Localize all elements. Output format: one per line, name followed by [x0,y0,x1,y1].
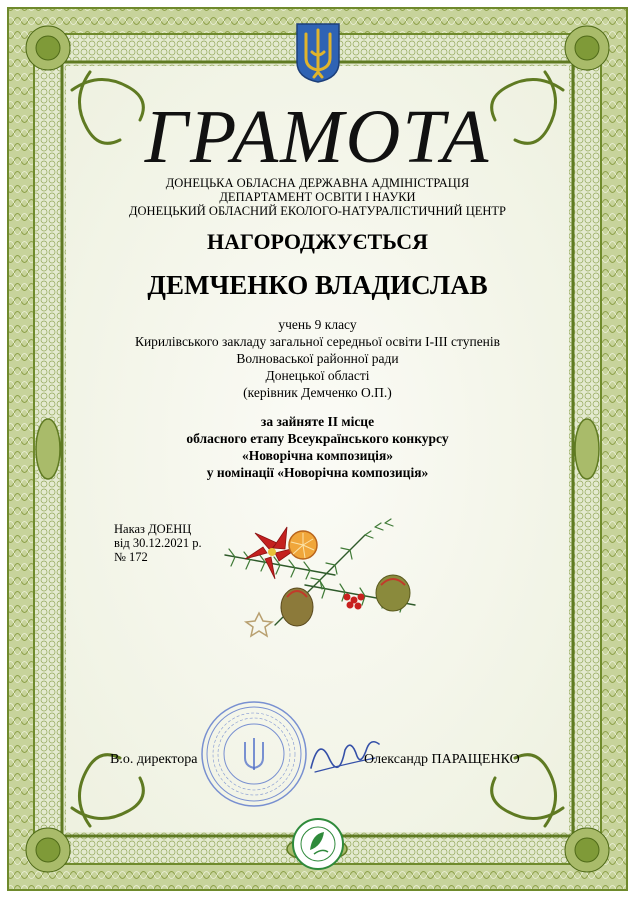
achievement-line-2: обласного етапу Всеукраїнського конкурсу [186,431,449,446]
certificate-title: ГРАМОТА [144,95,491,179]
detail-line-5: (керівник Демченко О.П.) [243,385,392,400]
order-line-3: № 172 [114,550,148,564]
detail-line-1: учень 9 класу [278,317,357,332]
signatory-name: Олександр ПАРАЩЕНКО [364,752,520,767]
official-stamp-image [200,700,308,808]
org-line-3: ДОНЕЦЬКИЙ ОБЛАСНИЙ ЕКОЛОГО-НАТУРАЛІСТИЧНИЙ ЦЕНТР [128,204,506,218]
order-line-2: від 30.12.2021 р. [114,536,202,550]
detail-line-2: Кирилівського закладу загальної середньої освіти І-ІІІ ступенів [134,334,501,349]
signature-position: В.о. директора [110,752,198,767]
achievement-line-1: за зайняте ІІ місце [260,414,375,429]
achievement-line-4: у номінації «Новорічна композиція» [206,465,429,480]
recipient-name: ДЕМЧЕНКО ВЛАДИСЛАВ [147,270,488,300]
achievement-line-3: «Новорічна композиція» [242,448,393,463]
org-line-1: ДОНЕЦЬКА ОБЛАСНА ДЕРЖАВНА АДМІНІСТРАЦІЯ [165,176,470,190]
coat-of-arms-icon [295,22,341,84]
detail-line-3: Волноваської районної ради [236,351,399,366]
detail-line-4: Донецької області [265,368,370,383]
christmas-decoration-image [215,515,420,640]
org-line-2: ДЕПАРТАМЕНТ ОСВІТИ І НАУКИ [219,190,416,204]
eco-center-emblem-image [292,818,344,870]
award-heading: НАГОРОДЖУЄТЬСЯ [207,229,428,254]
order-line-1: Наказ ДОЕНЦ [114,522,192,536]
